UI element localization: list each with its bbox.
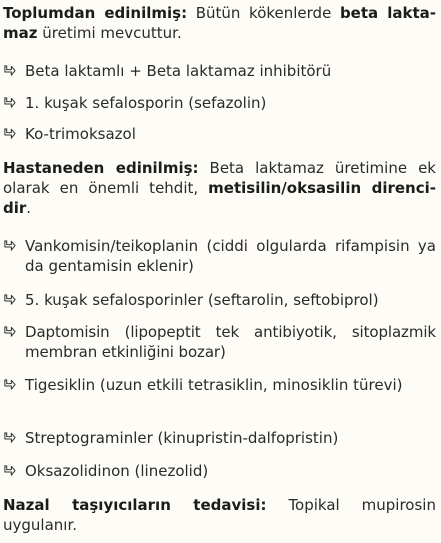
list-item: [3, 375, 436, 395]
list-item: [3, 290, 436, 310]
hollow-arrow-icon: [3, 236, 25, 256]
list-item-text: Beta laktamlı + Beta laktamaz inhibitörü: [25, 62, 332, 80]
community-bold-text: beta lakta-maz: [3, 4, 436, 42]
list-item-text: Daptomisin (lipopeptit tek antibiyotik, sitoplazmik membran etkinliğini bozar): [25, 323, 436, 361]
hospital-heading: Hastaneden edinilmiş:: [3, 159, 199, 177]
list-item: [3, 124, 436, 144]
hollow-arrow-icon: [3, 124, 25, 144]
list-item-text: 5. kuşak sefalosporinler (seftarolin, seftobiprol): [25, 291, 379, 309]
community-text-before: Bütün kökenlerde: [187, 4, 340, 22]
hospital-bold-text: metisilin/oksasilin direnci-dir: [3, 179, 436, 217]
list-item-text: Ko-trimoksazol: [25, 125, 136, 143]
community-heading: Toplumdan edinilmiş:: [3, 4, 188, 22]
nasal-paragraph: [3, 495, 436, 535]
hollow-arrow-icon: [3, 375, 25, 395]
hollow-arrow-icon: [3, 93, 25, 113]
nasal-heading: Nazal taşıyıcıların tedavisi:: [3, 496, 267, 514]
list-item-text: 1. kuşak sefalosporin (sefazolin): [25, 94, 267, 112]
list-item-text: Tigesiklin (uzun etkili tetrasiklin, minosiklin türevi): [25, 376, 403, 394]
community-paragraph: [3, 3, 436, 43]
list-item: [3, 61, 436, 81]
list-item: [3, 93, 436, 113]
hollow-arrow-icon: [3, 428, 25, 448]
hospital-text-before: Beta laktamaz üretimine ek olarak en önemli tehdit,: [3, 159, 436, 197]
list-item: [3, 322, 436, 362]
list-item-text: Streptograminler (kinupristin-dalfopristin): [25, 429, 339, 447]
hollow-arrow-icon: [3, 322, 25, 342]
hospital-paragraph: [3, 158, 436, 218]
list-item: [3, 236, 436, 276]
hollow-arrow-icon: [3, 290, 25, 310]
list-item-text: Vankomisin/teikoplanin (ciddi olgularda rifampisin ya da gentamisin eklenir): [25, 237, 436, 275]
nasal-text: Topikal mupirosin uygulanır.: [3, 496, 436, 534]
hospital-text-after: .: [26, 199, 32, 217]
hollow-arrow-icon: [3, 461, 25, 481]
hollow-arrow-icon: [3, 61, 25, 81]
list-item-text: Oksazolidinon (linezolid): [25, 462, 209, 480]
list-item: [3, 428, 436, 448]
community-text-after: üretimi mevcuttur.: [37, 24, 182, 42]
list-item: [3, 461, 436, 481]
